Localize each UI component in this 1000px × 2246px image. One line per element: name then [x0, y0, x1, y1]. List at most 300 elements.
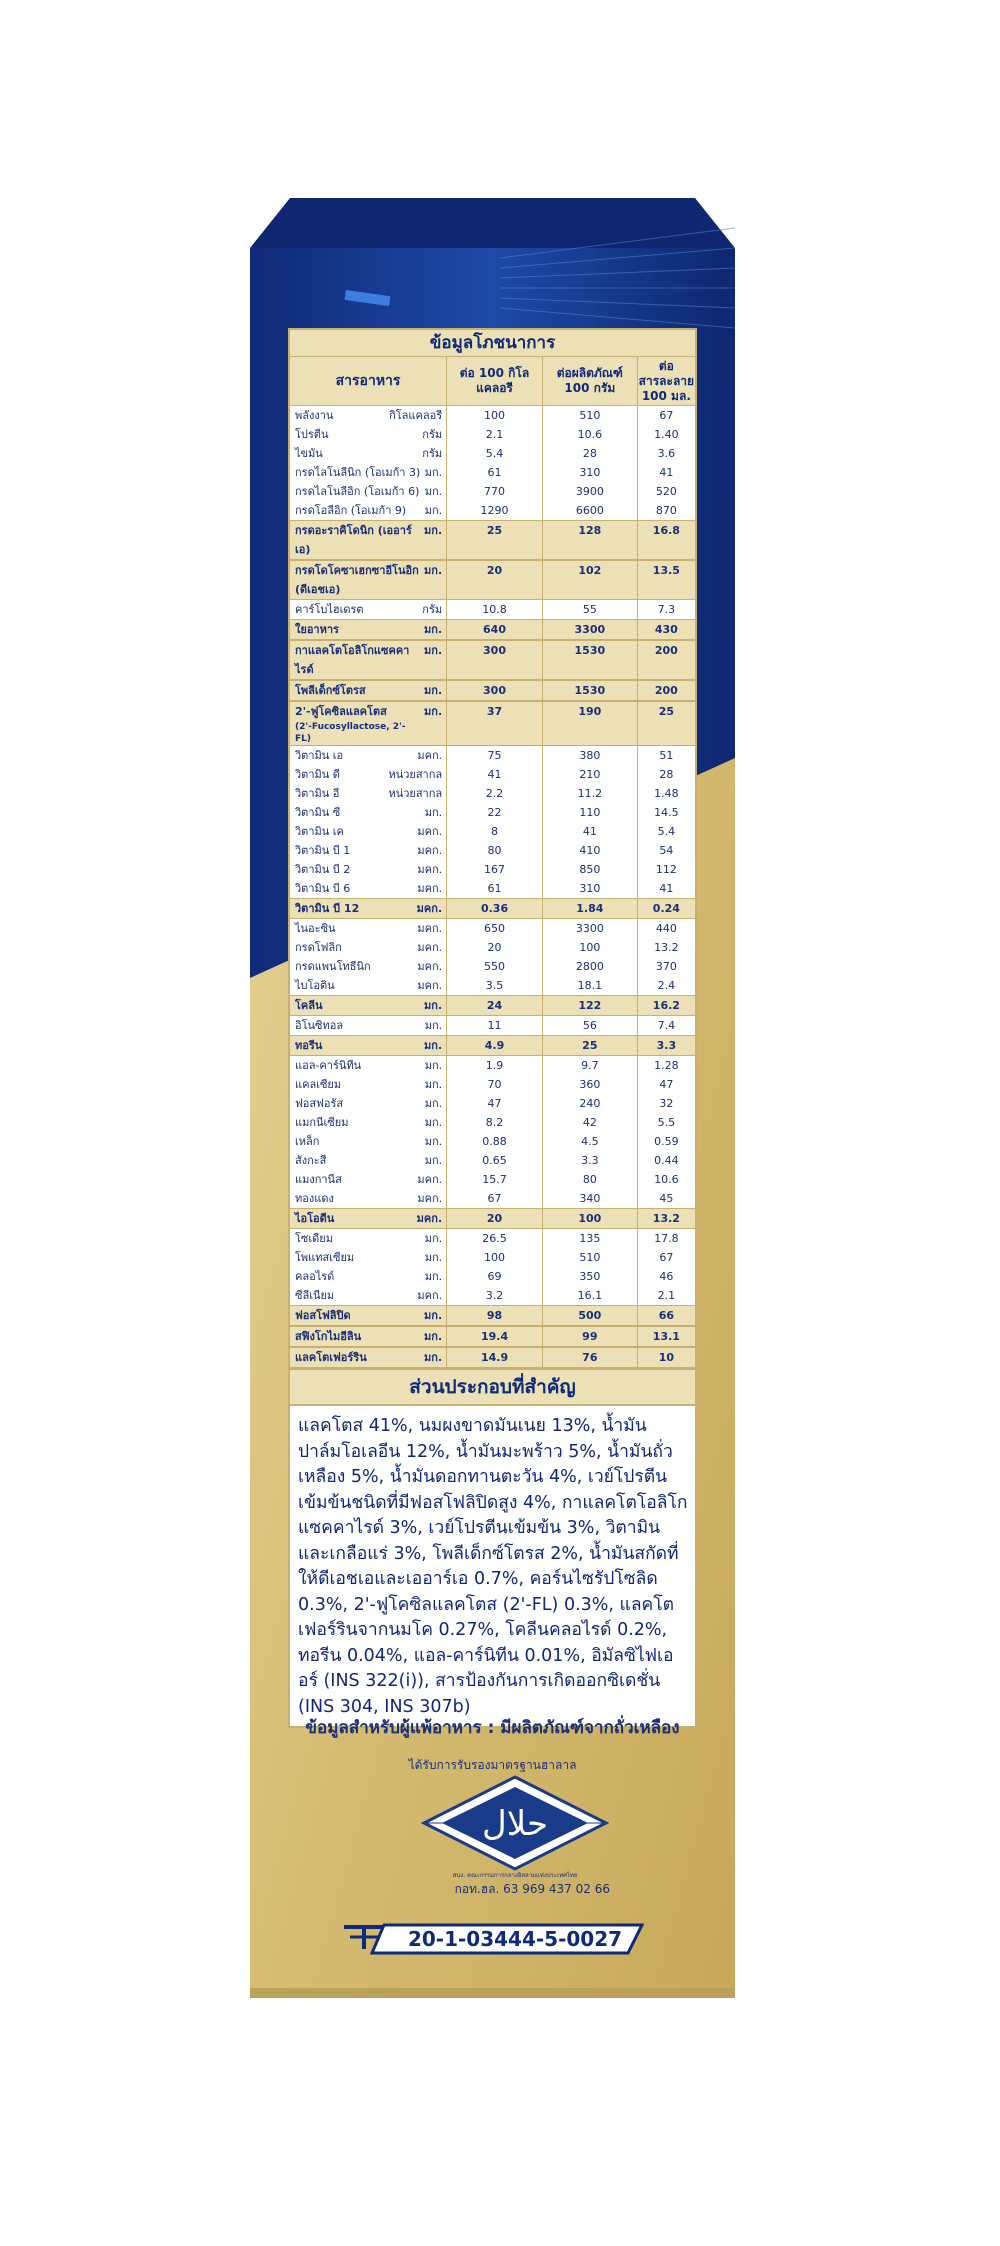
- nutrient-value-v2: 510: [542, 1248, 637, 1267]
- nutrient-name-cell: [290, 1113, 446, 1132]
- nutrient-value-v3: 430: [637, 620, 695, 639]
- nutrition-table: [288, 357, 697, 1370]
- nutrition-row: [290, 482, 695, 501]
- nutrient-unit: มคก.: [416, 902, 443, 915]
- nutrient-unit: มก.: [424, 644, 443, 657]
- nutrient-unit: มก.: [424, 705, 443, 718]
- nutrient-value-v1: 19.4: [446, 1327, 542, 1346]
- nutrient-value-v3: 13.1: [637, 1327, 695, 1346]
- nutrient-name: วิตามิน ดี: [295, 768, 340, 781]
- nutrient-value-v2: 4.5: [542, 1132, 637, 1151]
- nutrient-value-v3: 5.5: [637, 1113, 695, 1132]
- nutrient-name-cell: [290, 803, 446, 822]
- nutrient-name: กรดไลโนลีอิก (โอเมก้า 6): [295, 485, 420, 498]
- nutrient-value-v2: 3300: [542, 620, 637, 639]
- nutrient-value-v3: 32: [637, 1094, 695, 1113]
- nutrition-row: [290, 919, 695, 938]
- nutrient-name: คลอไรด์: [295, 1270, 335, 1283]
- nutrient-name: กาแลคโตโอลิโกแซคคาไรด์: [295, 644, 410, 676]
- fda-number: 20-1-03444-5-0027: [407, 1927, 623, 1951]
- nutrient-unit: มก.: [424, 1019, 443, 1032]
- nutrient-name-cell: [290, 938, 446, 957]
- nutrient-name: แมงกานีส: [295, 1173, 342, 1186]
- nutrient-unit: มก.: [424, 999, 443, 1012]
- nutrient-value-v2: 100: [542, 938, 637, 957]
- nutrient-name-cell: [290, 1327, 446, 1346]
- nutrient-name: วิตามิน ซี: [295, 806, 341, 819]
- nutrient-name: ทองแดง: [295, 1192, 334, 1205]
- nutrient-value-v3: 370: [637, 957, 695, 976]
- nutrition-row: [290, 701, 695, 746]
- halal-logo-icon: [420, 1773, 610, 1873]
- nutrient-value-v2: 1530: [542, 641, 637, 679]
- nutrient-unit: มก.: [424, 623, 443, 636]
- nutrient-value-v2: 360: [542, 1075, 637, 1094]
- nutrition-row: [290, 1326, 695, 1347]
- nutrient-name-cell: [290, 1075, 446, 1094]
- nutrient-value-v2: 42: [542, 1113, 637, 1132]
- nutrient-value-v3: 66: [637, 1306, 695, 1325]
- nutrient-value-v1: 22: [446, 803, 542, 822]
- product-box-side: [250, 198, 735, 1998]
- header-nutrient: สารอาหาร: [335, 372, 401, 389]
- nutrition-row: [290, 995, 695, 1016]
- nutrition-row: [290, 1248, 695, 1267]
- nutrient-name-cell: [290, 1016, 446, 1035]
- nutrient-value-v1: 8.2: [446, 1113, 542, 1132]
- nutrient-value-v1: 61: [446, 463, 542, 482]
- nutrient-value-v2: 3900: [542, 482, 637, 501]
- nutrient-value-v3: 5.4: [637, 822, 695, 841]
- nutrient-unit: มก.: [424, 1154, 443, 1167]
- nutrient-value-v2: 76: [542, 1348, 637, 1367]
- nutrient-value-v1: 0.65: [446, 1151, 542, 1170]
- nutrient-name-cell: [290, 1209, 446, 1228]
- nutrient-name-cell: [290, 879, 446, 898]
- nutrient-name: กรดไลโนลีนิก (โอเมก้า 3): [295, 466, 421, 479]
- nutrient-name-cell: [290, 919, 446, 938]
- nutrition-row: [290, 803, 695, 822]
- nutrient-unit: กรัม: [422, 428, 443, 441]
- nutrient-value-v2: 3.3: [542, 1151, 637, 1170]
- nutrient-unit: มคก.: [417, 1289, 443, 1302]
- nutrient-value-v3: 112: [637, 860, 695, 879]
- nutrient-value-v2: 110: [542, 803, 637, 822]
- nutrient-value-v3: 67: [637, 1248, 695, 1267]
- nutrient-value-v1: 1290: [446, 501, 542, 520]
- nutrient-name: วิตามิน บี 6: [295, 882, 351, 895]
- nutrient-value-v1: 20: [446, 938, 542, 957]
- nutrition-row: [290, 600, 695, 619]
- nutrient-name: กรดแพนโทธีนิก: [295, 960, 371, 973]
- nutrient-unit: หน่วยสากล: [388, 768, 443, 781]
- nutrient-value-v1: 100: [446, 406, 542, 425]
- nutrient-value-v1: 550: [446, 957, 542, 976]
- nutrient-name-cell: [290, 957, 446, 976]
- nutrition-title: ข้อมูลโภชนาการ: [288, 328, 697, 357]
- nutrient-name: โปรตีน: [295, 428, 329, 441]
- nutrient-value-v3: 870: [637, 501, 695, 520]
- nutrient-unit: มก.: [424, 1078, 443, 1091]
- nutrient-name: โคลีน: [295, 999, 323, 1012]
- nutrient-name-cell: [290, 406, 446, 425]
- nutrient-name: ซีลีเนียม: [295, 1289, 335, 1302]
- nutrient-value-v3: 16.2: [637, 996, 695, 1015]
- nutrient-value-v2: 18.1: [542, 976, 637, 995]
- nutrient-value-v3: 13.5: [637, 561, 695, 599]
- nutrient-value-v2: 2800: [542, 957, 637, 976]
- nutrition-row: [290, 619, 695, 640]
- nutrition-row: [290, 1075, 695, 1094]
- nutrient-value-v2: 350: [542, 1267, 637, 1286]
- nutrient-value-v3: 28: [637, 765, 695, 784]
- nutrient-unit: มคก.: [417, 979, 443, 992]
- nutrient-name: เหล็ก: [295, 1135, 320, 1148]
- nutrient-value-v2: 3300: [542, 919, 637, 938]
- nutrient-value-v2: 340: [542, 1189, 637, 1208]
- nutrient-value-v3: 2.4: [637, 976, 695, 995]
- nutrient-unit: กิโลแคลอรี: [389, 409, 443, 422]
- nutrient-value-v3: 3.3: [637, 1036, 695, 1055]
- nutrient-value-v1: 8: [446, 822, 542, 841]
- nutrient-name-cell: [290, 1170, 446, 1189]
- nutrient-value-v3: 200: [637, 681, 695, 700]
- nutrient-value-v1: 47: [446, 1094, 542, 1113]
- nutrient-value-v2: 99: [542, 1327, 637, 1346]
- nutrient-name-cell: [290, 822, 446, 841]
- nutrient-value-v2: 10.6: [542, 425, 637, 444]
- nutrient-name-cell: [290, 1132, 446, 1151]
- nutrient-value-v3: 16.8: [637, 521, 695, 559]
- nutrient-name-cell: [290, 600, 446, 619]
- nutrient-name: วิตามิน บี 2: [295, 863, 351, 876]
- nutrition-row: [290, 879, 695, 898]
- nutrient-value-v1: 24: [446, 996, 542, 1015]
- nutrient-value-v2: 25: [542, 1036, 637, 1055]
- nutrition-row: [290, 1189, 695, 1208]
- nutrient-value-v1: 70: [446, 1075, 542, 1094]
- nutrient-name: วิตามิน อี: [295, 787, 340, 800]
- nutrient-unit: กรัม: [422, 447, 443, 460]
- nutrient-name-cell: [290, 501, 446, 520]
- nutrient-value-v1: 10.8: [446, 600, 542, 619]
- nutrition-row: [290, 1170, 695, 1189]
- nutrition-row: [290, 1347, 695, 1368]
- nutrient-unit: มก.: [424, 806, 443, 819]
- nutrient-unit: มก.: [424, 564, 443, 577]
- nutrient-value-v1: 300: [446, 681, 542, 700]
- nutrient-value-v3: 0.44: [637, 1151, 695, 1170]
- nutrient-name: ใยอาหาร: [295, 623, 339, 636]
- nutrition-row: [290, 680, 695, 701]
- nutrient-name: พลังงาน: [295, 409, 334, 422]
- nutrition-row: [290, 444, 695, 463]
- nutrient-value-v2: 240: [542, 1094, 637, 1113]
- nutrient-value-v3: 67: [637, 406, 695, 425]
- nutrient-value-v3: 520: [637, 482, 695, 501]
- nutrient-value-v3: 14.5: [637, 803, 695, 822]
- nutrient-name: ฟอสฟอรัส: [295, 1097, 344, 1110]
- nutrient-name-cell: [290, 444, 446, 463]
- nutrient-value-v2: 56: [542, 1016, 637, 1035]
- nutrient-unit: มก.: [424, 1351, 443, 1364]
- nutrient-unit: มคก.: [417, 825, 443, 838]
- nutrient-value-v2: 850: [542, 860, 637, 879]
- nutrient-name: ฟอสโฟลิปิด: [295, 1309, 351, 1322]
- nutrient-value-v3: 2.1: [637, 1286, 695, 1305]
- nutrient-value-v3: 41: [637, 463, 695, 482]
- nutrient-value-v3: 440: [637, 919, 695, 938]
- nutrient-name-cell: [290, 641, 446, 679]
- nutrition-row: [290, 1113, 695, 1132]
- nutrient-value-v2: 190: [542, 702, 637, 745]
- header-per-100kcal: ต่อ 100 กิโลแคลอรี: [446, 357, 542, 405]
- nutrient-name: กรดโดโคซาเฮกซาอีโนอิก (ดีเอชเอ): [295, 564, 419, 596]
- nutrient-value-v1: 61: [446, 879, 542, 898]
- nutrient-unit: มก.: [424, 1097, 443, 1110]
- nutrition-row: [290, 501, 695, 520]
- nutrient-name-cell: [290, 482, 446, 501]
- nutrient-unit: มคก.: [417, 844, 443, 857]
- info-panel: [288, 328, 697, 1728]
- nutrient-name-cell: [290, 1286, 446, 1305]
- nutrient-unit: มก.: [424, 485, 443, 498]
- nutrient-name: สังกะสี: [295, 1154, 327, 1167]
- nutrient-value-v1: 67: [446, 1189, 542, 1208]
- nutrient-name-cell: [290, 841, 446, 860]
- nutrient-value-v1: 167: [446, 860, 542, 879]
- nutrient-value-v3: 41: [637, 879, 695, 898]
- nutrient-value-v3: 7.4: [637, 1016, 695, 1035]
- nutrient-name: โพแทสเซียม: [295, 1251, 355, 1264]
- nutrient-name-cell: [290, 784, 446, 803]
- nutrient-value-v1: 2.1: [446, 425, 542, 444]
- nutrient-name: วิตามิน เค: [295, 825, 344, 838]
- nutrient-unit: มก.: [424, 1135, 443, 1148]
- nutrient-value-v1: 37: [446, 702, 542, 745]
- nutrient-name: แลคโตเฟอร์ริน: [295, 1351, 367, 1364]
- nutrient-name-cell: [290, 765, 446, 784]
- nutrient-name-cell: [290, 561, 446, 599]
- nutrient-value-v1: 98: [446, 1306, 542, 1325]
- nutrient-value-v1: 20: [446, 1209, 542, 1228]
- nutrient-value-v2: 410: [542, 841, 637, 860]
- nutrient-unit: มคก.: [417, 960, 443, 973]
- nutrient-unit: มก.: [424, 1232, 443, 1245]
- nutrient-name-cell: [290, 1056, 446, 1075]
- nutrient-value-v2: 310: [542, 879, 637, 898]
- nutrient-value-v3: 10.6: [637, 1170, 695, 1189]
- nutrient-value-v1: 26.5: [446, 1229, 542, 1248]
- nutrient-unit: มก.: [424, 684, 443, 697]
- nutrient-name: แคลเซียม: [295, 1078, 342, 1091]
- nutrient-name: อิโนซิทอล: [295, 1019, 344, 1032]
- nutrition-row: [290, 898, 695, 919]
- nutrition-header: [290, 357, 695, 406]
- nutrient-value-v2: 55: [542, 600, 637, 619]
- nutrient-name: โพลีเด็กซ์โตรส: [295, 684, 366, 697]
- nutrient-value-v1: 14.9: [446, 1348, 542, 1367]
- nutrient-name-cell: [290, 860, 446, 879]
- header-per-100g: ต่อผลิตภัณฑ์ 100 กรัม: [542, 357, 637, 405]
- nutrient-value-v3: 3.6: [637, 444, 695, 463]
- nutrient-value-v1: 0.88: [446, 1132, 542, 1151]
- nutrition-row: [290, 1094, 695, 1113]
- nutrient-name: วิตามิน เอ: [295, 749, 344, 762]
- nutrition-row: [290, 822, 695, 841]
- nutrient-name-cell: [290, 1189, 446, 1208]
- halal-org: สนง. คณะกรรมการกลางอิสลามแห่งประเทศไทย: [452, 1872, 578, 1879]
- nutrient-value-v2: 380: [542, 746, 637, 765]
- nutrient-value-v2: 135: [542, 1229, 637, 1248]
- nutrient-unit: มก.: [424, 1059, 443, 1072]
- nutrient-value-v1: 41: [446, 765, 542, 784]
- nutrient-value-v2: 510: [542, 406, 637, 425]
- nutrient-name-cell: [290, 702, 446, 745]
- nutrient-name-cell: [290, 681, 446, 700]
- nutrient-unit: หน่วยสากล: [388, 787, 443, 800]
- nutrition-row: [290, 425, 695, 444]
- nutrient-value-v2: 9.7: [542, 1056, 637, 1075]
- nutrient-unit: มคก.: [417, 1173, 443, 1186]
- nutrient-unit: มคก.: [417, 749, 443, 762]
- nutrient-name-cell: [290, 1036, 446, 1055]
- nutrient-unit: มก.: [424, 504, 443, 517]
- nutrient-value-v1: 11: [446, 1016, 542, 1035]
- nutrient-name: คาร์โบไฮเดรต: [295, 603, 364, 616]
- nutrient-name-cell: [290, 1267, 446, 1286]
- nutrient-name-cell: [290, 463, 446, 482]
- nutrient-value-v1: 75: [446, 746, 542, 765]
- nutrition-row: [290, 1267, 695, 1286]
- nutrition-row: [290, 406, 695, 425]
- nutrient-value-v2: 80: [542, 1170, 637, 1189]
- nutrition-row: [290, 640, 695, 680]
- nutrient-unit: มก.: [424, 1116, 443, 1129]
- nutrition-rows: [290, 406, 695, 1368]
- nutrient-value-v2: 128: [542, 521, 637, 559]
- nutrient-value-v3: 45: [637, 1189, 695, 1208]
- nutrient-value-v2: 500: [542, 1306, 637, 1325]
- nutrition-row: [290, 746, 695, 765]
- nutrient-value-v3: 10: [637, 1348, 695, 1367]
- nutrition-row: [290, 1229, 695, 1248]
- nutrient-name-cell: [290, 1151, 446, 1170]
- nutrient-value-v1: 3.5: [446, 976, 542, 995]
- nutrient-value-v3: 51: [637, 746, 695, 765]
- ingredients-title: ส่วนประกอบที่สำคัญ: [288, 1370, 697, 1406]
- nutrient-name: ไขมัน: [295, 447, 323, 460]
- nutrient-value-v2: 102: [542, 561, 637, 599]
- nutrition-row: [290, 1035, 695, 1056]
- nutrient-name-cell: [290, 899, 446, 918]
- nutrition-row: [290, 1305, 695, 1326]
- nutrient-unit: มก.: [424, 1270, 443, 1283]
- nutrient-unit: มก.: [424, 524, 443, 537]
- nutrient-unit: มคก.: [417, 1192, 443, 1205]
- nutrient-value-v1: 1.9: [446, 1056, 542, 1075]
- nutrient-name-cell: [290, 996, 446, 1015]
- halal-logo-text: حلال: [481, 1804, 549, 1844]
- nutrient-name: สฟิงโกไมอีลิน: [295, 1330, 362, 1343]
- nutrient-name: แอล-คาร์นิทีน: [295, 1059, 362, 1072]
- nutrient-value-v1: 3.2: [446, 1286, 542, 1305]
- nutrient-name: กรดอะราคิโดนิก (เออาร์เอ): [295, 524, 412, 556]
- nutrient-unit: กรัม: [422, 603, 443, 616]
- nutrient-value-v1: 640: [446, 620, 542, 639]
- nutrient-unit: มคก.: [417, 882, 443, 895]
- nutrient-name: ไอโอดีน: [295, 1212, 335, 1225]
- nutrient-value-v3: 0.59: [637, 1132, 695, 1151]
- nutrient-name-cell: [290, 1229, 446, 1248]
- nutrient-name: ไนอะซิน: [295, 922, 336, 935]
- nutrition-row: [290, 1056, 695, 1075]
- nutrient-name-cell: [290, 746, 446, 765]
- nutrient-value-v3: 1.48: [637, 784, 695, 803]
- nutrient-unit: มก.: [424, 466, 443, 479]
- nutrient-value-v1: 15.7: [446, 1170, 542, 1189]
- nutrient-value-v3: 13.2: [637, 1209, 695, 1228]
- nutrient-value-v3: 47: [637, 1075, 695, 1094]
- nutrient-value-v3: 0.24: [637, 899, 695, 918]
- nutrient-value-v2: 11.2: [542, 784, 637, 803]
- nutrient-value-v2: 16.1: [542, 1286, 637, 1305]
- nutrient-value-v2: 6600: [542, 501, 637, 520]
- nutrient-name-cell: [290, 976, 446, 995]
- nutrition-row: [290, 957, 695, 976]
- ingredients-text: แลคโตส 41%, นมผงขาดมันเนย 13%, น้ำมันปาล์มโอเลอีน 12%, น้ำมันมะพร้าว 5%, น้ำมันถั่วเหลือง 5%, น้ำมันดอกทานตะวัน 4%, เวย์โปรตีนเข้มข้นชนิดที่มีฟอสโฟลิปิดสูง 4%, กาแลคโตโอลิโกแซคคาไรด์ 3%, เวย์โปรตีนเข้มข้น 3%, วิตามินและเกลือแร่ 3%, โพลีเด็กซ์โตรส 2%, น้ำมันสกัดที่ให้ดีเอชเอและเออาร์เอ 0.7%, คอร์นไซรัปโซลิด 0.3%, 2'-ฟูโคซิลแลคโตส (2'-FL) 0.3%, แลคโตเฟอร์รินจากนมโค 0.27%, โคลีนคลอไรด์ 0.2%, ทอรีน 0.04%, แอล-คาร์นิทีน 0.01%, อิมัลซิไฟเออร์ (INS 322(i)), สารป้องกันการเกิดออกซิเดชั่น (INS 304, INS 307b): [288, 1406, 697, 1728]
- nutrition-row: [290, 560, 695, 600]
- nutrient-value-v2: 1.84: [542, 899, 637, 918]
- nutrient-value-v3: 13.2: [637, 938, 695, 957]
- nutrition-row: [290, 520, 695, 560]
- nutrient-unit: มคก.: [417, 863, 443, 876]
- nutrient-value-v1: 650: [446, 919, 542, 938]
- nutrient-value-v3: 1.28: [637, 1056, 695, 1075]
- nutrient-value-v2: 210: [542, 765, 637, 784]
- nutrient-name: กรดโอลีอิก (โอเมก้า 9): [295, 504, 407, 517]
- nutrition-row: [290, 784, 695, 803]
- nutrient-name: ไบโอติน: [295, 979, 335, 992]
- nutrition-row: [290, 1132, 695, 1151]
- nutrient-unit: มคก.: [417, 941, 443, 954]
- header-per-100ml: ต่อสารละลาย 100 มล.: [637, 357, 695, 405]
- nutrient-name: วิตามิน บี 1: [295, 844, 351, 857]
- nutrient-value-v2: 122: [542, 996, 637, 1015]
- nutrient-value-v1: 20: [446, 561, 542, 599]
- nutrient-value-v1: 300: [446, 641, 542, 679]
- nutrient-name-cell: [290, 1348, 446, 1367]
- nutrition-row: [290, 976, 695, 995]
- nutrient-value-v2: 1530: [542, 681, 637, 700]
- nutrient-subname: (2'-Fucosyllactose, 2'-FL): [295, 722, 406, 744]
- nutrient-unit: มคก.: [416, 1212, 443, 1225]
- nutrition-row: [290, 1016, 695, 1035]
- nutrition-row: [290, 860, 695, 879]
- nutrient-value-v1: 770: [446, 482, 542, 501]
- nutrient-name: วิตามิน บี 12: [295, 902, 360, 915]
- nutrition-row: [290, 463, 695, 482]
- nutrient-name-cell: [290, 1248, 446, 1267]
- nutrient-value-v2: 28: [542, 444, 637, 463]
- nutrient-name: โซเดียม: [295, 1232, 333, 1245]
- nutrient-unit: มคก.: [417, 922, 443, 935]
- nutrient-value-v3: 17.8: [637, 1229, 695, 1248]
- nutrient-value-v1: 69: [446, 1267, 542, 1286]
- nutrition-row: [290, 841, 695, 860]
- nutrient-value-v1: 4.9: [446, 1036, 542, 1055]
- nutrient-value-v3: 200: [637, 641, 695, 679]
